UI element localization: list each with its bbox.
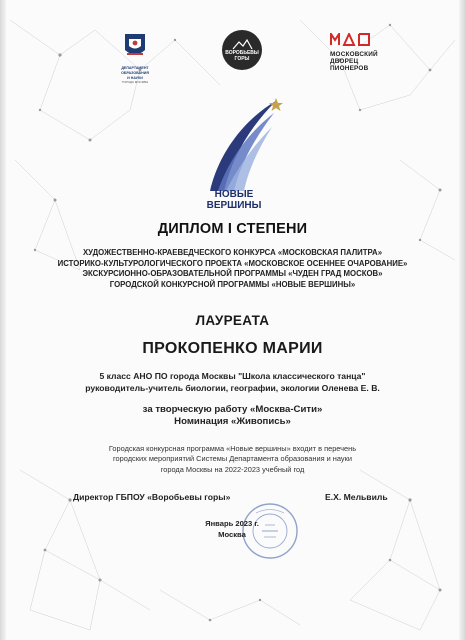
vg-logo-line-1: ВОРОБЬЕВЫ: [225, 50, 259, 56]
contest-line-4: ГОРОДСКОЙ КОНКУРСНОЙ ПРОГРАММЫ «НОВЫЕ ВЕРШИНЫ»: [109, 279, 356, 289]
program-note: [60, 444, 405, 475]
contest-line-1: ХУДОЖЕСТВЕННО-КРАЕВЕДЧЕСКОГО КОНКУРСА «МОСКОВСКАЯ ПАЛИТРА»: [82, 248, 383, 257]
mdp-logo-line-1: МОСКОВСКИЙ: [330, 51, 378, 58]
issue-date: Январь 2023 г.: [205, 519, 259, 528]
mdp-logo-line-3: ПИОНЕРОВ: [330, 65, 369, 73]
laureate-label: ЛАУРЕАТА: [195, 313, 270, 328]
director-position: Директор ГБПОУ «Воробьевы горы»: [73, 492, 231, 502]
brand-line-1: НОВЫЕ: [214, 189, 254, 200]
contest-line-3: ЭКСКУРСИОННО-ОБРАЗОВАТЕЛЬНОЙ ПРОГРАММЫ «ЧУДЕН ГРАД МОСКОВ»: [82, 269, 383, 279]
contest-line-2: ИСТОРИКО-КУЛЬТУРОЛОГИЧЕСКОГО ПРОЕКТА «МОСКОВСКОЕ ОСЕННЕЕ ОЧАРОВАНИЕ»: [57, 258, 408, 268]
director-name: Е.Х. Мельвиль: [325, 492, 388, 502]
recipient-teacher: руководитель-учитель биологии, географии, экологии Оленева Е. В.: [85, 382, 380, 393]
program-line-2: городских мероприятий Системы Департамента образования и науки: [113, 454, 352, 464]
brand-line-2: ВЕРШИНЫ: [206, 200, 262, 211]
issue-city: Москва: [218, 530, 246, 539]
creative-work: [0, 404, 465, 429]
department-caption-sub: ГОРОДА МОСКВЫ: [121, 79, 149, 84]
mdp-logo-line-2: ДВОРЕЦ: [330, 58, 359, 66]
palace-of-pioneers-logo: [330, 33, 400, 73]
department-logo: [112, 32, 158, 84]
vorobyovy-gory-logo: [222, 30, 262, 70]
recipient-info: [40, 371, 425, 394]
work-title: за творческую работу «Москва-Сити»: [142, 404, 323, 415]
diploma-title: ДИПЛОМ I СТЕПЕНИ: [157, 221, 308, 237]
department-emblem-icon: [122, 32, 148, 60]
recipient-name: ПРОКОПЕНКО МАРИИ: [142, 340, 323, 357]
mdp-mark-icon: [330, 33, 378, 46]
department-caption-1: ДЕПАРТАМЕНТ: [121, 66, 149, 70]
recipient-school: 5 класс АНО ПО города Москвы "Школа классического танца": [99, 371, 366, 381]
vg-logo-line-2: ГОРЫ: [234, 55, 250, 62]
novye-vershiny-wordmark: [198, 189, 270, 211]
work-nomination: Номинация «Живопись»: [174, 416, 291, 428]
program-line-3: города Москвы на 2022-2023 учебный год: [160, 464, 305, 474]
program-line-1: Городская конкурсная программа «Новые вершины» входит в перечень: [108, 444, 357, 453]
department-caption-3: И НАУКИ: [127, 76, 143, 81]
contest-description: [40, 248, 425, 290]
department-caption-2: ОБРАЗОВАНИЯ: [121, 71, 149, 76]
